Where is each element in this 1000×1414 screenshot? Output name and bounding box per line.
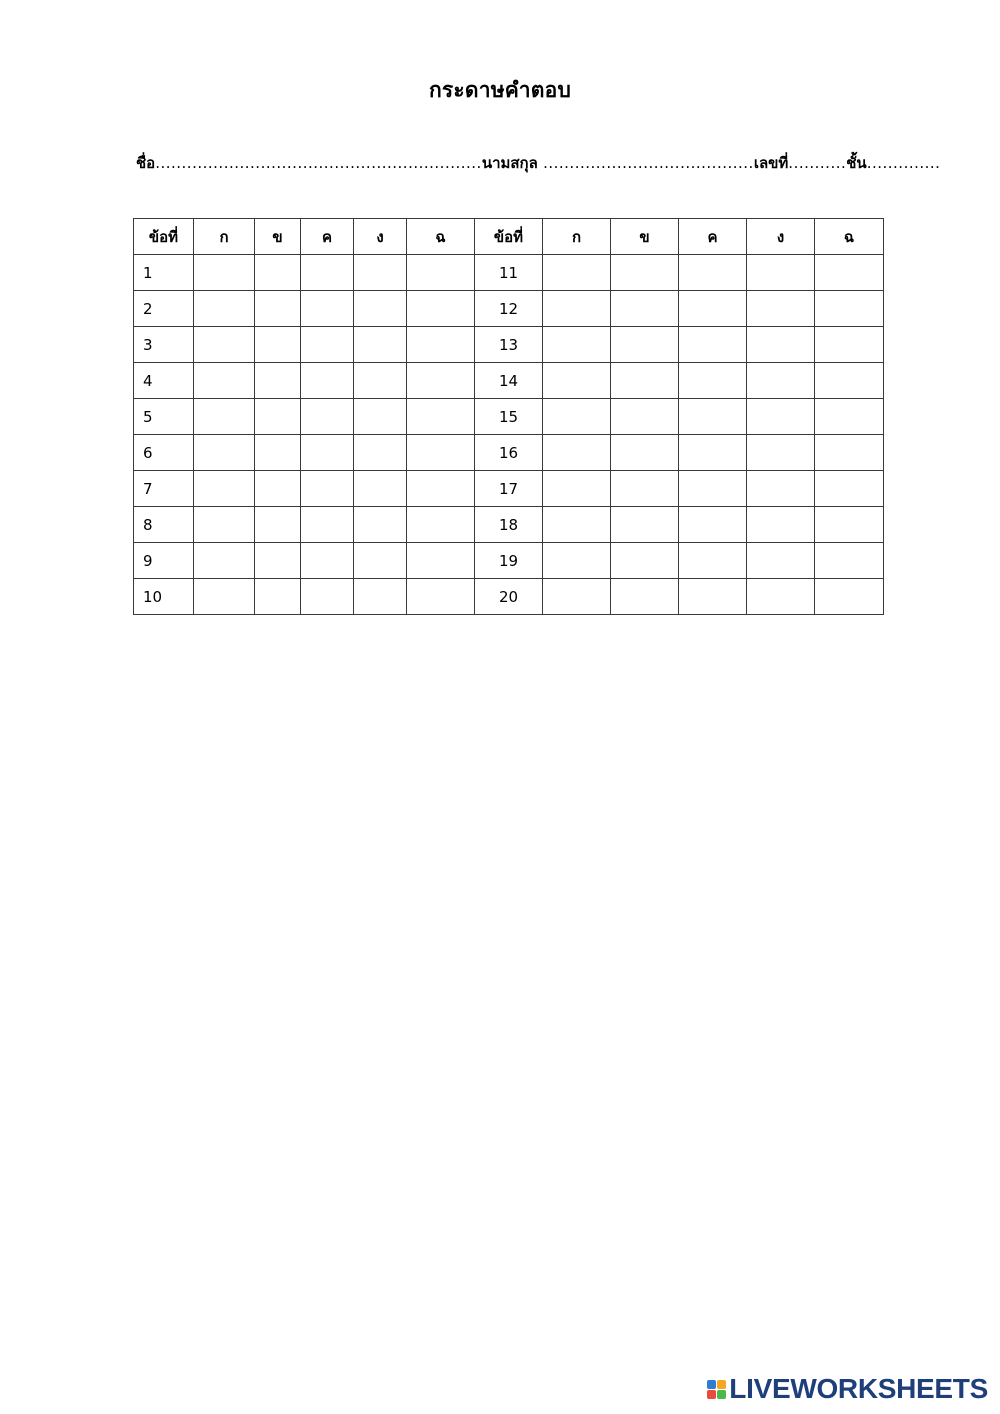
- answer-cell[interactable]: [194, 255, 255, 291]
- answer-cell[interactable]: [611, 543, 679, 579]
- table-row: [134, 471, 884, 507]
- header-choice: ก: [194, 219, 255, 255]
- answer-cell[interactable]: [679, 507, 747, 543]
- answer-cell[interactable]: [543, 435, 611, 471]
- answer-cell[interactable]: [815, 579, 884, 615]
- answer-cell[interactable]: [407, 507, 475, 543]
- question-number: 20: [475, 579, 543, 615]
- name-field[interactable]: ..............................................................: [155, 154, 482, 172]
- header-choice: ข: [611, 219, 679, 255]
- answer-cell[interactable]: [679, 399, 747, 435]
- table-row: [134, 255, 884, 291]
- answer-cell[interactable]: [543, 399, 611, 435]
- answer-cell[interactable]: [747, 543, 815, 579]
- question-number: 6: [134, 435, 194, 471]
- answer-cell[interactable]: [194, 579, 255, 615]
- number-label: เลขที่: [753, 154, 789, 172]
- answer-cell[interactable]: [255, 507, 301, 543]
- brand-mark-square: [717, 1380, 726, 1389]
- student-info-line: [136, 151, 941, 175]
- answer-cell[interactable]: [301, 291, 354, 327]
- question-number: 5: [134, 399, 194, 435]
- header-choice: ก: [543, 219, 611, 255]
- answer-cell[interactable]: [354, 255, 407, 291]
- answer-cell[interactable]: [301, 471, 354, 507]
- answer-cell[interactable]: [255, 255, 301, 291]
- answer-cell[interactable]: [354, 399, 407, 435]
- question-number: 13: [475, 327, 543, 363]
- answer-cell[interactable]: [407, 291, 475, 327]
- answer-cell[interactable]: [543, 327, 611, 363]
- answer-cell[interactable]: [301, 507, 354, 543]
- answer-cell[interactable]: [354, 291, 407, 327]
- answer-cell[interactable]: [815, 291, 884, 327]
- question-number: 7: [134, 471, 194, 507]
- answer-cell[interactable]: [747, 291, 815, 327]
- liveworksheets-logo: [707, 1373, 988, 1405]
- answer-cell[interactable]: [301, 255, 354, 291]
- header-question-number: ข้อที่: [134, 219, 194, 255]
- answer-cell[interactable]: [747, 363, 815, 399]
- question-number: 18: [475, 507, 543, 543]
- question-number: 15: [475, 399, 543, 435]
- answer-cell[interactable]: [611, 579, 679, 615]
- question-number: 8: [134, 507, 194, 543]
- table-row: [134, 435, 884, 471]
- answer-cell[interactable]: [407, 255, 475, 291]
- answer-cell[interactable]: [679, 327, 747, 363]
- question-number: 10: [134, 579, 194, 615]
- header-question-number: ข้อที่: [475, 219, 543, 255]
- table-row: [134, 399, 884, 435]
- answer-cell[interactable]: [815, 399, 884, 435]
- answer-cell[interactable]: [747, 435, 815, 471]
- answer-cell[interactable]: [301, 543, 354, 579]
- answer-cell[interactable]: [301, 435, 354, 471]
- table-row: [134, 363, 884, 399]
- answer-cell[interactable]: [407, 579, 475, 615]
- answer-cell[interactable]: [407, 435, 475, 471]
- answer-cell[interactable]: [747, 399, 815, 435]
- answer-cell[interactable]: [255, 399, 301, 435]
- answer-cell[interactable]: [611, 327, 679, 363]
- number-field[interactable]: ...........: [788, 154, 847, 172]
- question-number: 4: [134, 363, 194, 399]
- liveworksheets-mark-icon: [707, 1380, 726, 1399]
- answer-cell[interactable]: [747, 471, 815, 507]
- answer-cell[interactable]: [679, 579, 747, 615]
- answer-cell[interactable]: [354, 543, 407, 579]
- answer-cell[interactable]: [407, 327, 475, 363]
- question-number: 12: [475, 291, 543, 327]
- question-number: 14: [475, 363, 543, 399]
- answer-cell[interactable]: [679, 435, 747, 471]
- answer-cell[interactable]: [543, 291, 611, 327]
- answer-cell[interactable]: [354, 471, 407, 507]
- table-row: [134, 327, 884, 363]
- question-number: 16: [475, 435, 543, 471]
- answer-cell[interactable]: [815, 255, 884, 291]
- question-number: 17: [475, 471, 543, 507]
- answer-cell[interactable]: [194, 507, 255, 543]
- header-choice: ฉ: [815, 219, 884, 255]
- answer-cell[interactable]: [543, 471, 611, 507]
- answer-cell[interactable]: [611, 507, 679, 543]
- header-choice: ง: [747, 219, 815, 255]
- class-field[interactable]: ..............: [866, 154, 941, 172]
- question-number: 19: [475, 543, 543, 579]
- answer-cell[interactable]: [301, 363, 354, 399]
- answer-cell[interactable]: [679, 543, 747, 579]
- answer-cell[interactable]: [194, 435, 255, 471]
- brand-text: LIVEWORKSHEETS: [729, 1373, 988, 1404]
- brand-mark-square: [707, 1380, 716, 1389]
- answer-cell[interactable]: [194, 291, 255, 327]
- name-label: ชื่อ: [136, 154, 156, 172]
- header-choice: ข: [255, 219, 301, 255]
- page-title: กระดาษคำตอบ: [429, 78, 571, 102]
- answer-cell[interactable]: [255, 363, 301, 399]
- answer-cell[interactable]: [679, 255, 747, 291]
- answer-cell[interactable]: [747, 579, 815, 615]
- answer-cell[interactable]: [301, 327, 354, 363]
- answer-cell[interactable]: [543, 255, 611, 291]
- question-number: 11: [475, 255, 543, 291]
- surname-label: นามสกุล: [481, 154, 538, 172]
- answer-cell[interactable]: [255, 579, 301, 615]
- answer-cell[interactable]: [543, 507, 611, 543]
- answer-cell[interactable]: [194, 399, 255, 435]
- answer-cell[interactable]: [611, 399, 679, 435]
- answer-cell[interactable]: [255, 291, 301, 327]
- answer-cell[interactable]: [747, 255, 815, 291]
- answer-cell[interactable]: [194, 327, 255, 363]
- answer-cell[interactable]: [611, 291, 679, 327]
- surname-field[interactable]: ........................................: [537, 154, 754, 172]
- answer-cell[interactable]: [354, 363, 407, 399]
- answer-cell[interactable]: [255, 543, 301, 579]
- answer-cell[interactable]: [407, 471, 475, 507]
- answer-cell[interactable]: [407, 399, 475, 435]
- question-number: 3: [134, 327, 194, 363]
- answer-cell[interactable]: [815, 507, 884, 543]
- answer-cell[interactable]: [194, 363, 255, 399]
- answer-cell[interactable]: [354, 435, 407, 471]
- header-choice: ง: [354, 219, 407, 255]
- answer-cell[interactable]: [679, 363, 747, 399]
- table-row: [134, 579, 884, 615]
- answer-cell[interactable]: [611, 471, 679, 507]
- answer-cell[interactable]: [194, 543, 255, 579]
- class-label: ชั้น: [846, 154, 867, 172]
- answer-cell[interactable]: [301, 399, 354, 435]
- answer-cell[interactable]: [543, 579, 611, 615]
- brand-mark-square: [717, 1390, 726, 1399]
- header-choice: ฉ: [407, 219, 475, 255]
- answer-cell[interactable]: [255, 471, 301, 507]
- answer-cell[interactable]: [679, 291, 747, 327]
- question-number: 2: [134, 291, 194, 327]
- answer-cell[interactable]: [543, 363, 611, 399]
- answer-cell[interactable]: [255, 435, 301, 471]
- header-choice: ค: [679, 219, 747, 255]
- answer-cell[interactable]: [407, 543, 475, 579]
- answer-cell[interactable]: [747, 507, 815, 543]
- answer-cell[interactable]: [815, 435, 884, 471]
- answer-cell[interactable]: [543, 543, 611, 579]
- brand-mark-square: [707, 1390, 716, 1399]
- table-row: [134, 543, 884, 579]
- answer-table: [133, 218, 884, 615]
- answer-cell[interactable]: [354, 327, 407, 363]
- answer-cell[interactable]: [815, 363, 884, 399]
- answer-cell[interactable]: [354, 579, 407, 615]
- answer-cell[interactable]: [815, 327, 884, 363]
- answer-cell[interactable]: [747, 327, 815, 363]
- answer-cell[interactable]: [407, 363, 475, 399]
- table-row: [134, 507, 884, 543]
- answer-cell[interactable]: [611, 435, 679, 471]
- answer-cell[interactable]: [611, 255, 679, 291]
- header-choice: ค: [301, 219, 354, 255]
- answer-cell[interactable]: [301, 579, 354, 615]
- question-number: 9: [134, 543, 194, 579]
- question-number: 1: [134, 255, 194, 291]
- table-header-row: [134, 219, 884, 255]
- answer-cell[interactable]: [611, 363, 679, 399]
- answer-cell[interactable]: [679, 471, 747, 507]
- answer-cell[interactable]: [815, 543, 884, 579]
- answer-cell[interactable]: [815, 471, 884, 507]
- answer-cell[interactable]: [194, 471, 255, 507]
- answer-cell[interactable]: [255, 327, 301, 363]
- table-row: [134, 291, 884, 327]
- answer-cell[interactable]: [354, 507, 407, 543]
